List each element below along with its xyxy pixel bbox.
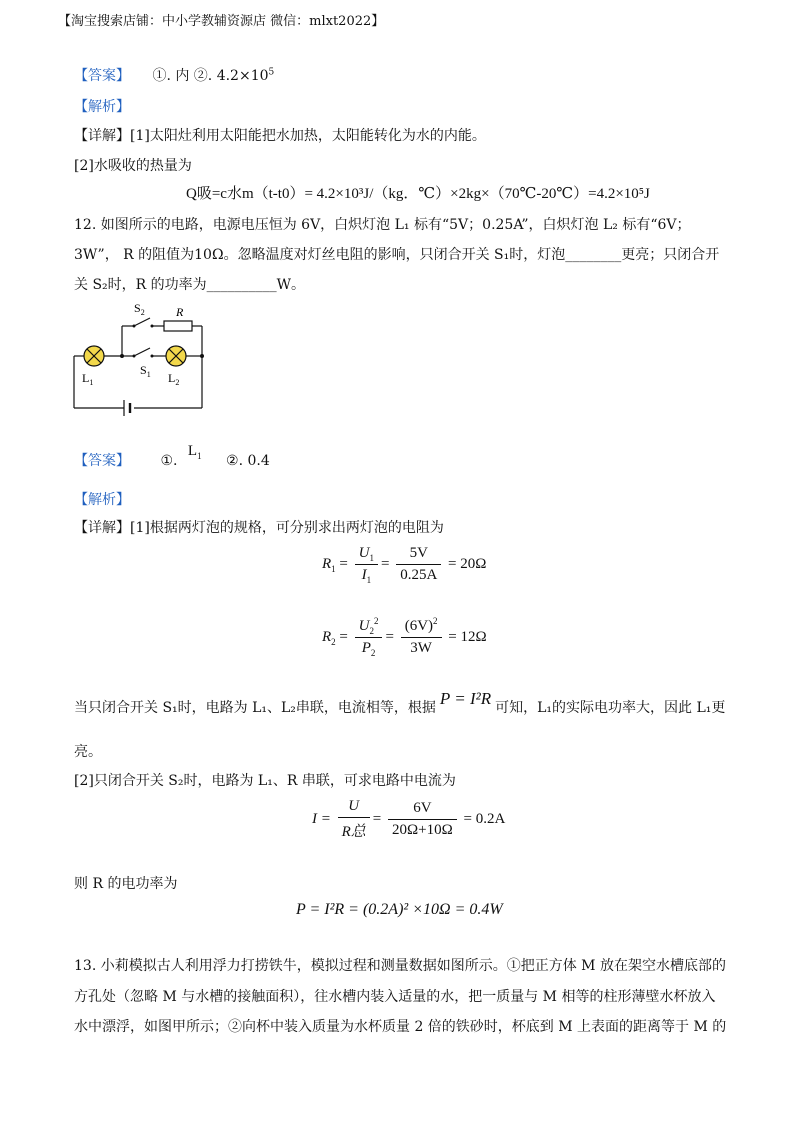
answer-1: ①. <box>160 453 178 469</box>
answer-l1: $L_1$ <box>187 443 202 461</box>
q13-line2: 方孔处（忽略 M 与水槽的接触面积），往水槽内装入适量的水，把一质量与 M 相等的柱形薄壁水杯放入 <box>74 989 716 1005</box>
answer-label-q12 <box>74 443 270 470</box>
label-s2: $S_2$ <box>134 301 145 317</box>
q12-para2: [2]只闭合开关 S₂时，电路为 L₁、R 串联，可求电路中电流为 <box>74 773 456 789</box>
detail-text: [1]太阳灶利用太阳能把水加热，太阳能转化为水的内能。 <box>130 128 486 144</box>
q12-line1: 12. 如图所示的电路，电源电压恒为 6V，白炽灯泡 L₁ 标有“5V；0.25A”，白炽灯泡 L₂ 标有“6V； <box>74 217 691 233</box>
q12-line3: 关 S₂时，R 的功率为__________W。 <box>74 277 306 293</box>
lamp-l1-icon <box>84 346 104 366</box>
answer-label: 【答案】 <box>74 453 130 469</box>
q11-heat-formula: Q吸=c水m（t-t0）= 4.2×10³J/（kg．℃）×2kg×（70℃-20℃）=4.2×10⁵J <box>186 186 650 202</box>
answer-sup: 5 <box>268 67 275 78</box>
q12-para3: 则 R 的电功率为 <box>74 876 178 892</box>
detail-label: 【详解】 <box>74 128 130 144</box>
lamp-l2-icon <box>166 346 186 366</box>
q13-line1: 13. 小莉模拟古人利用浮力打捞铁牛，模拟过程和测量数据如图所示。①把正方体 M 放在架空水槽底部的 <box>74 958 726 974</box>
label-s1: $S_1$ <box>140 363 151 379</box>
answer-label: 【答案】 <box>74 68 130 84</box>
detail-text: [1]根据两灯泡的规格，可分别求出两灯泡的电阻为 <box>130 520 444 536</box>
answer-text: ①. 内 ②. 4.2×10 <box>152 68 269 84</box>
analysis-label-q12: 【解析】 <box>74 492 130 508</box>
detail-label: 【详解】 <box>74 520 130 536</box>
header-banner: 【淘宝搜索店铺：中小学教辅资源店 微信：mlxt2022】 <box>58 14 385 29</box>
q12-para1: 当只闭合开关 S₁时，电路为 L₁、L₂串联，电流相等，根据 P = I²R 可知，L₁的实际电功率大，因此 L₁更 <box>74 689 726 716</box>
power-formula: P = I²R = (0.2A)² ×10Ω = 0.4W <box>296 901 503 918</box>
label-l1: $L_1$ <box>82 371 94 387</box>
detail-q12 <box>74 517 444 537</box>
q12-line2: 3W”， R 的阻值为10Ω。忽略温度对灯丝电阻的影响，只闭合开关 S₁时，灯泡________更亮；只闭合开 <box>74 247 720 263</box>
current-formula: I = $\frac{U}{\text{R总}}$ = $\frac{6V}{20\Omega+10\Omega}$ = 0.2A <box>312 798 506 840</box>
label-r: R <box>176 305 184 319</box>
q11-para2: [2]水吸收的热量为 <box>74 158 192 174</box>
label-l2: $L_2$ <box>168 371 180 387</box>
circuit-diagram <box>68 300 218 420</box>
answer-2: ②. 0.4 <box>226 453 270 469</box>
q13-line3: 水中漂浮，如图甲所示；②向杯中装入质量为水杯质量 2 倍的铁砂时，杯底到 M 上表面的距离等于 M 的 <box>74 1019 727 1035</box>
analysis-label-q11: 【解析】 <box>74 99 130 115</box>
r2-formula: $R_2$ = $\frac{U_2^2}{P_2}$ = $\frac{(6V)^2}{3W}$ = 12Ω <box>322 616 487 658</box>
answer-label-q11 <box>74 65 274 85</box>
r1-formula: $R_1$ = $\frac{U_1}{I_1}$ = $\frac{5V}{0.25A}$ = 20Ω <box>322 545 487 585</box>
q12-para1-cont: 亮。 <box>74 744 102 760</box>
detail-q11 <box>74 125 486 145</box>
